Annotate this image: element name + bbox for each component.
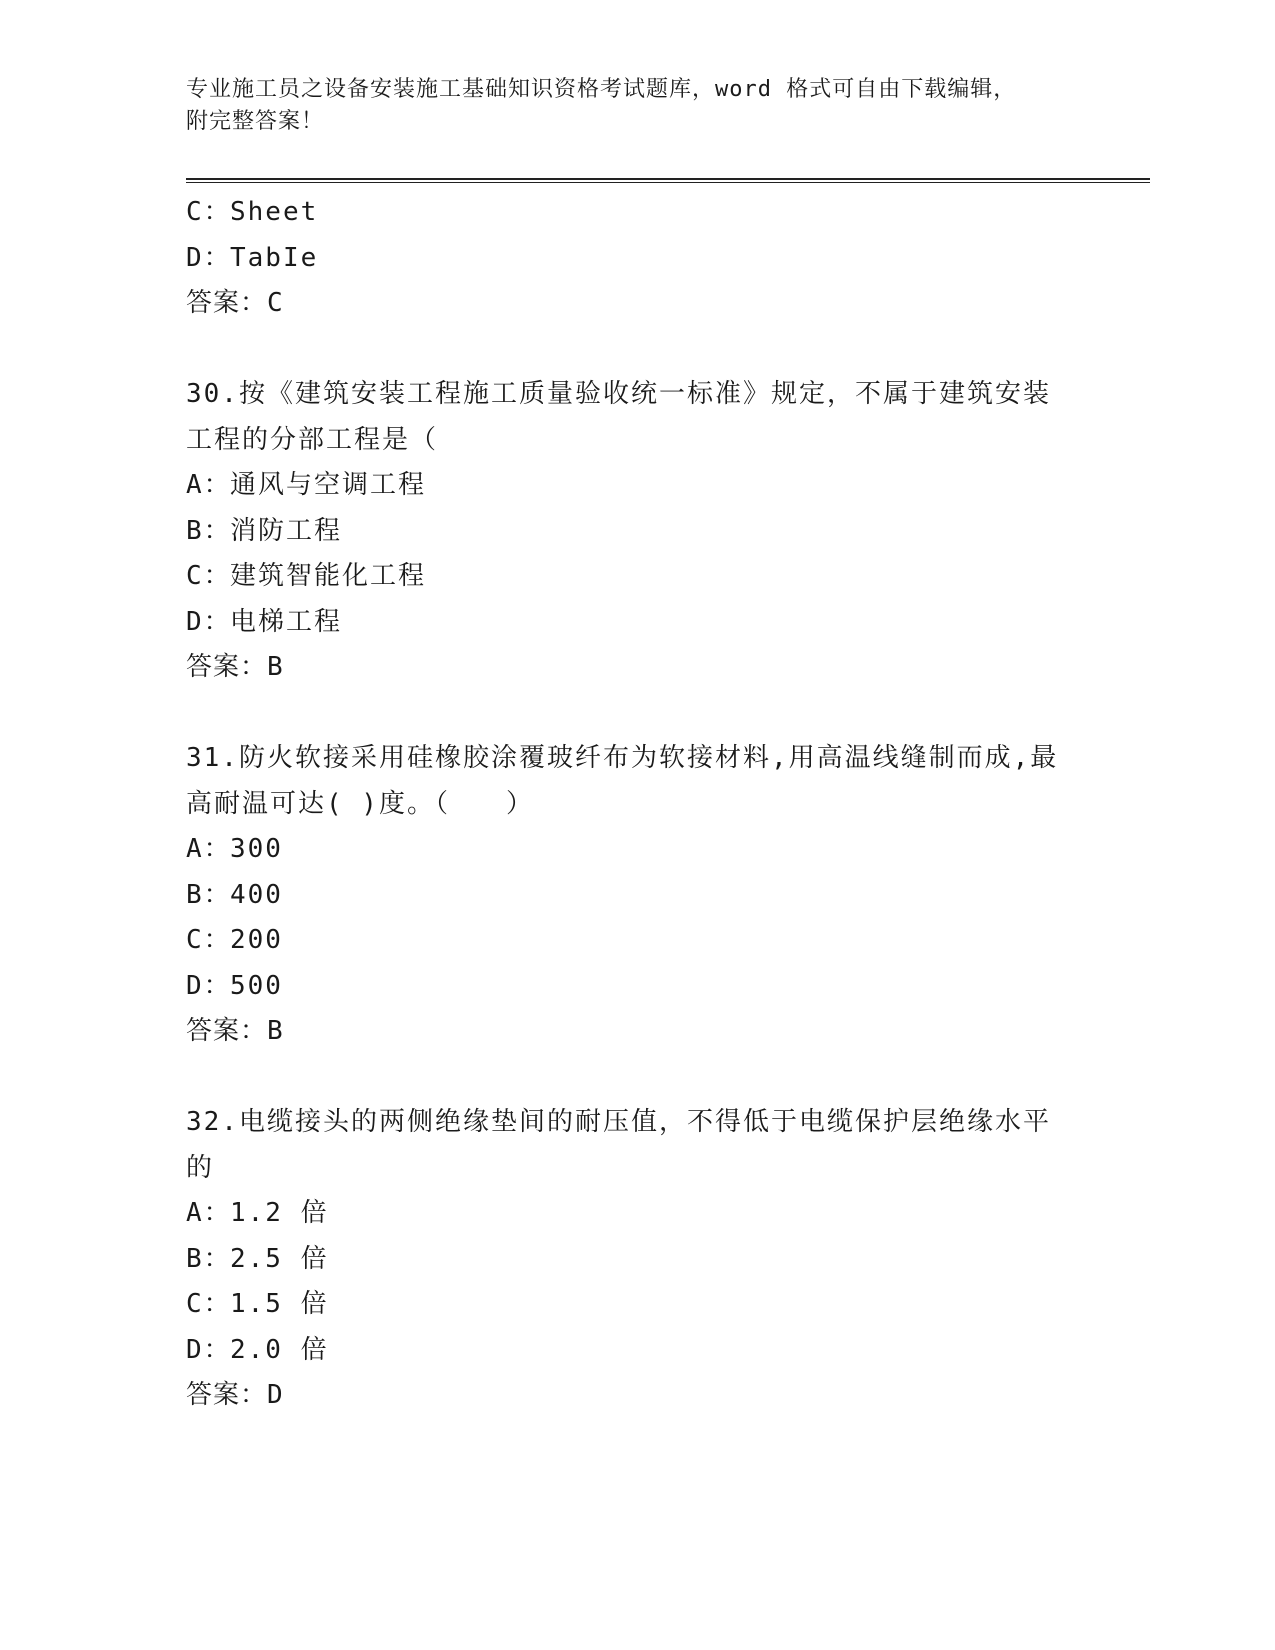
option-label: B： xyxy=(186,515,232,546)
option-d xyxy=(186,600,1086,646)
continued-question xyxy=(186,190,1086,327)
question-31 xyxy=(186,736,1086,1055)
spacer xyxy=(186,327,1086,373)
option-text: 消防工程 xyxy=(230,515,343,546)
question-30 xyxy=(186,372,1086,691)
option-label: A： xyxy=(186,470,232,500)
header-divider-thick xyxy=(186,178,1150,180)
option-label: D： xyxy=(186,242,232,273)
option-text: 2.0 倍 xyxy=(230,1334,329,1365)
option-text: 电梯工程 xyxy=(230,606,343,637)
page-header xyxy=(186,74,1086,138)
question-stem: 30.按《建筑安装工程施工质量验收统一标准》规定，不属于建筑安装工程的分部工程是（ xyxy=(186,379,1051,455)
answer-line: 答案：C xyxy=(186,288,284,318)
option-d xyxy=(186,236,1086,282)
option-c xyxy=(186,1282,1086,1328)
option-text: 500 xyxy=(230,970,283,1001)
option-d xyxy=(186,1328,1086,1374)
option-label: B： xyxy=(186,1243,232,1274)
question-stem: 32.电缆接头的两侧绝缘垫间的耐压值，不得低于电缆保护层绝缘水平的 xyxy=(186,1107,1051,1183)
option-text: 通风与空调工程 xyxy=(230,470,427,500)
question-list xyxy=(186,190,1086,1419)
option-c xyxy=(186,554,1086,600)
header-line-2: 附完整答案！ xyxy=(186,109,325,134)
header-line-1: 专业施工员之设备安装施工基础知识资格考试题库，word 格式可自由下载编辑， xyxy=(186,77,1017,102)
option-b xyxy=(186,509,1086,555)
answer-line: 答案：B xyxy=(186,1016,284,1046)
option-b xyxy=(186,873,1086,919)
option-label: C： xyxy=(186,561,232,591)
answer-line: 答案：B xyxy=(186,652,284,682)
question-32 xyxy=(186,1100,1086,1419)
option-text: 400 xyxy=(230,879,283,910)
answer-line: 答案：D xyxy=(186,1380,284,1410)
option-b xyxy=(186,1237,1086,1283)
option-label: C： xyxy=(186,1289,232,1319)
question-stem: 31.防火软接采用硅橡胶涂覆玻纤布为软接材料,用高温线缝制而成,最高耐温可达( )度。（ ） xyxy=(186,743,1059,819)
option-text: 建筑智能化工程 xyxy=(230,561,427,591)
option-text: 2.5 倍 xyxy=(230,1243,329,1274)
option-c xyxy=(186,190,1086,236)
option-text: 1.2 倍 xyxy=(230,1198,329,1228)
option-a xyxy=(186,1191,1086,1237)
option-label: C： xyxy=(186,197,232,227)
option-text: Sheet xyxy=(230,197,319,227)
spacer xyxy=(186,691,1086,737)
option-d xyxy=(186,964,1086,1010)
option-label: D： xyxy=(186,1334,232,1365)
option-label: A： xyxy=(186,1198,232,1228)
spacer xyxy=(186,1055,1086,1101)
option-a xyxy=(186,827,1086,873)
option-label: A： xyxy=(186,834,232,864)
option-c xyxy=(186,918,1086,964)
option-text: 1.5 倍 xyxy=(230,1289,329,1319)
option-text: TabIe xyxy=(230,242,319,273)
header-divider-thin xyxy=(186,182,1150,183)
option-label: D： xyxy=(186,970,232,1001)
option-label: D： xyxy=(186,606,232,637)
option-label: C： xyxy=(186,925,232,955)
option-label: B： xyxy=(186,879,232,910)
option-text: 300 xyxy=(230,834,283,864)
option-a xyxy=(186,463,1086,509)
option-text: 200 xyxy=(230,925,283,955)
